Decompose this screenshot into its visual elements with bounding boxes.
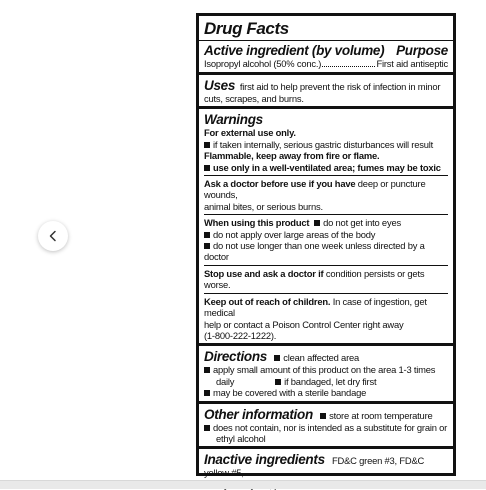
when-using-warning: When using this product do not get into eyes (204, 217, 401, 229)
drug-facts-label (196, 13, 456, 479)
active-ingredient-heading: Active ingredient (by volume) (204, 43, 385, 58)
directions-section: Directions clean affected area (204, 349, 360, 365)
keep-out-of-reach-warning: Keep out of reach of children. In case of ingestion, get medical (204, 295, 427, 319)
leader-dots (322, 65, 375, 67)
bullet-icon (274, 355, 280, 361)
chevron-left-icon (47, 230, 59, 242)
bullet-icon (204, 232, 210, 238)
uses-text-2: cuts, scrapes, and burns. (204, 93, 304, 104)
inactive-ingredients-section: Inactive ingredients FD&C green #3, FD&C yellow #5, (204, 452, 425, 479)
bullet-icon (204, 165, 210, 171)
inactive-ingredients-heading: Inactive ingredients (204, 452, 325, 468)
large-areas-warning: do not apply over large areas of the body (204, 229, 448, 240)
directions-daily: daily if bandaged, let dry first (216, 375, 377, 387)
gastric-warning: if taken internally, serious gastric disturbances will result (204, 139, 448, 150)
ingredient-purpose: First aid antiseptic (376, 58, 448, 69)
bullet-icon (204, 367, 210, 373)
ingredient-name: Isopropyl alcohol (50% conc.) (204, 58, 322, 69)
bullet-icon (275, 379, 281, 385)
other-ethyl: ethyl alcohol (216, 432, 266, 444)
previous-image-button[interactable] (38, 221, 68, 251)
active-ingredient-header (204, 43, 448, 58)
bullet-icon (204, 142, 210, 148)
bullet-icon (204, 390, 210, 396)
bullet-icon (204, 243, 210, 249)
uses-heading: Uses (204, 78, 236, 93)
directions-covered: may be covered with a sterile bandage (204, 387, 448, 398)
purpose-heading: Purpose (396, 43, 448, 58)
flammable-warning: Flammable, keep away from fire or flame. (204, 150, 380, 162)
ask-doctor-line-2: animal bites, or serious burns. (204, 200, 323, 212)
bullet-icon (314, 220, 320, 226)
directions-heading: Directions (204, 349, 268, 365)
bullet-icon (320, 413, 326, 419)
other-information-heading: Other information (204, 406, 313, 422)
stop-use-warning: Stop use and ask a doctor if condition persists or gets worse. (204, 267, 425, 291)
poison-control-line: help or contact a Poison Control Center right away (204, 318, 404, 330)
bullet-icon (204, 425, 210, 431)
ask-doctor-warning: Ask a doctor before use if you have deep or puncture wounds, (204, 178, 426, 201)
directions-apply: apply small amount of this product on the area 1-3 times (204, 364, 448, 375)
other-substitute: does not contain, nor is intended as a substitute for grain or (204, 422, 448, 433)
poison-control-phone: (1-800-222-1222). (204, 329, 277, 341)
warnings-heading: Warnings (204, 112, 263, 128)
uses-section (204, 78, 448, 93)
active-ingredient-row (204, 58, 448, 70)
drug-facts-title: Drug Facts (204, 19, 289, 38)
external-use-warning: For external use only. (204, 127, 296, 139)
other-information-section: Other information store at room temperature (204, 406, 433, 422)
uses-text-1: first aid to help prevent the risk of infection in minor (239, 81, 441, 92)
ventilation-warning: use only in a well-ventilated area; fumes may be toxic (204, 162, 448, 173)
one-week-warning: do not use longer than one week unless directed by a doctor (204, 240, 425, 263)
